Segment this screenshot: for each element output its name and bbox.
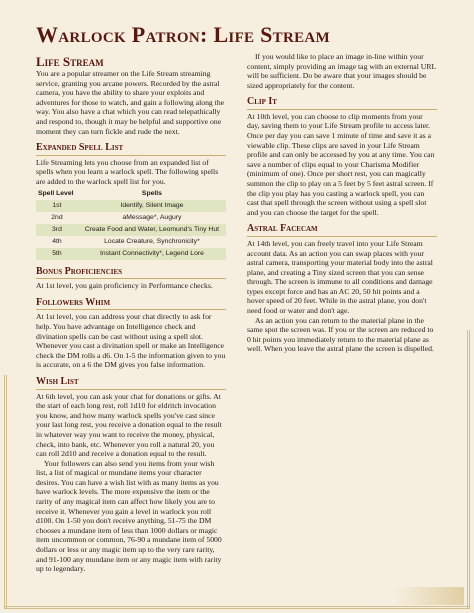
spell-table-header	[36, 188, 226, 200]
paragraph-wish-list-1: At 6th level, you can ask your chat for donations or gifts. At the start of each long rest, roll 1d10 for eldritch invocation you know, and how many warlock spells you've cast since your last long rest, you receive a donation equal to the result in whatever way you want to receive the money, physical, check, into bank, etc. Whenever you roll a natural 20, you can roll 2d10 and receive a donation equal to the result.	[36, 391, 222, 459]
heading-wish-list: Wish List	[36, 376, 226, 390]
heading-expanded-spell-list: Expanded Spell List	[36, 142, 226, 156]
spell-level-cell: 4th	[52, 238, 62, 246]
paragraph-clip-it: At 10th level, you can choose to clip moments from your day, saving them to your Life Stream profile to access later. Once per day you can save 1 minute of time and save it as a viewable clip. These clips are saved in your Life Stream profile and can only be accessed by you at any time. You can save a number of clips equal to your Charisma Modifier (minimum of one). Once per short rest, you can magically summon the clip to play on a 5 feet by 5 feet astral screen. If the clip you play has you casting a warlock spell, you can cast that spell through the screen without using a spell slot and you can choose the target for the spell.	[247, 111, 435, 217]
left-column	[36, 50, 226, 574]
spell-level-cell: 5th	[52, 249, 62, 257]
heading-clip-it: Clip It	[247, 96, 437, 110]
heading-life-stream: Life Stream	[36, 54, 104, 69]
spell-level-cell: 1st	[52, 202, 62, 210]
heading-bonus-proficiencies: Bonus Proficiencies	[36, 266, 226, 280]
spells-cell: Create Food and Water, Leomund’s Tiny Hut	[84, 226, 219, 234]
spell-table	[36, 188, 226, 259]
spells-cell: Instant Connectivity*, Legend Lore	[99, 249, 204, 257]
paragraph-astral-facecam-1: At 14th level, you can freely travel into your Life Stream account data. As an action you can swap places with your astral camera, transporting your material body into the astral plane, and creating a Tiny sized screen that you can sense through. The screen is immune to all conditions and damage types except force and has an AC 20, 50 hit points and a hover speed of 20 feet. While in the astral plane, you don't need food or water and don't age.	[247, 238, 433, 316]
spells-cell: aMessage*, Augury	[122, 214, 182, 222]
footer-tab	[394, 587, 464, 605]
right-column	[247, 52, 437, 354]
spell-level-cell: 3rd	[52, 226, 62, 234]
table-row	[36, 248, 226, 260]
spell-level-cell: 2nd	[51, 214, 63, 222]
table-row	[36, 200, 226, 212]
spells-cell: Identify, Silent Image	[120, 202, 184, 210]
heading-astral-facecam: Astral Facecam	[247, 223, 437, 237]
paragraph-followers-whim: At 1st level, you can address your chat directly to ask for help. You have advantage on Intelligence check and divination spells can be cast without using a spell slot. Whenever you cast a divination spell or make an Intelligence check the DM rolls a d6. On 1-5 the information given to you is accurate, on a 6 the DM gives you false information.	[36, 312, 226, 370]
table-row	[36, 236, 226, 248]
page-frame-right	[453, 330, 470, 609]
spells-header: Spells	[141, 190, 162, 198]
paragraph-image-note: If you would like to place an image in-line within your content, simply providing an image tag with an external URL will be sufficient. Do be aware that your images should be sized appropriately for the content.	[247, 52, 436, 90]
table-row	[36, 224, 226, 236]
spell-level-header: Spell Level	[38, 190, 74, 198]
paragraph-bonus-proficiencies: At 1st level, you gain proficiency in Performance checks.	[36, 281, 213, 291]
page-title: Warlock Patron: Life Stream	[36, 22, 331, 47]
paragraph-astral-facecam-2: As an action you can return to the material plane in the same spot the screen was. If you or the screen are reduced to 0 hit points you immediately return to the material plane as well. When you leave the astral plane the screen is dispelled.	[247, 315, 434, 354]
spells-cell: Locate Creature, Synchronicity*	[104, 238, 200, 246]
paragraph-wish-list-2: Your followers can also send you items from your wish list, a list of magical or mundane items your character desires. You can have a wish list with as many items as you have warlock levels. The more expensive the item or the rarity of any magical item can affect how likely you are to receive it. Whenever you gain a level in warlock you roll d100. On 1-50 you don't receive anything, 51-75 the DM chooses a mundane item of less than 1000 dollars or magic item uncommon or common, 76-90 a mundane item of 5000 dollars or less or any magic item up to the very rare rarity, and 91-100 any mundane item or any magic item with rarity up to legendary.	[36, 458, 222, 574]
table-row	[36, 212, 226, 224]
heading-followers-whim: Followers Whim	[36, 297, 226, 311]
page-frame-left	[4, 375, 21, 609]
paragraph-intro: You are a popular streamer on the Life Stream streaming service, granting you arcane powers. Recorded by the astral camera, you have the ability to share your exploits and adventures for those to watch, and gain a following along the way. You also have a chat which you can read telepathically and respond to, though it may be helpful and supportive one moment they can turn fickle and rude the next.	[36, 69, 225, 136]
paragraph-expanded-spell-list: Life Streaming lets you choose from an expanded list of spells when you learn a warlock spell. The following spells are added to the warlock spell list for you.	[36, 157, 219, 186]
